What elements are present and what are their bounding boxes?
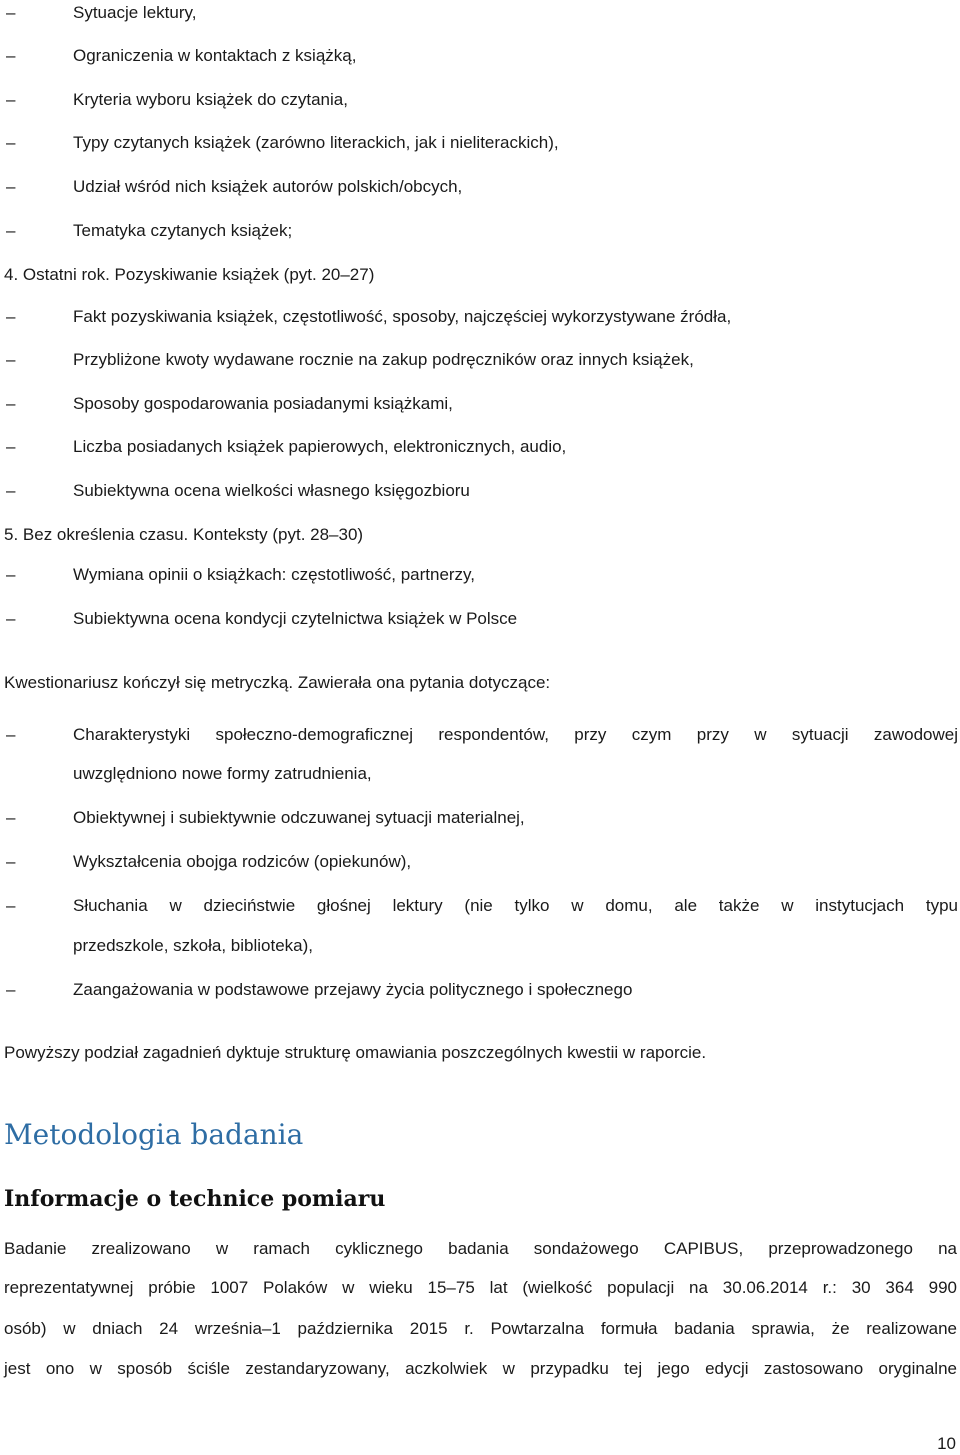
dash-bullet: ‒: [6, 394, 16, 413]
page-number: 10: [937, 1434, 956, 1453]
dash-bullet: ‒: [6, 350, 16, 369]
list-item-text: Charakterystyki społeczno-demograficznej respondentów, przy czym przy w sytuacji zawodowej: [73, 725, 958, 744]
list-item-text: uwzględniono nowe formy zatrudnienia,: [73, 764, 372, 783]
section-title: Metodologia badania: [4, 1118, 304, 1151]
list-item-text: Subiektywna ocena wielkości własnego księgozbioru: [73, 481, 470, 500]
summary-text: Powyższy podział zagadnień dyktuje strukturę omawiania poszczególnych kwestii w raporcie.: [4, 1043, 707, 1062]
dash-bullet: ‒: [6, 437, 16, 456]
list-item-text: Ograniczenia w kontaktach z książką,: [73, 46, 357, 65]
list-item-text: Sytuacje lektury,: [73, 3, 197, 22]
dash-bullet: ‒: [6, 852, 16, 871]
section-heading-4: 4. Ostatni rok. Pozyskiwanie książek (pyt. 20–27): [4, 265, 375, 284]
paragraph-line: jest ono w sposób ściśle zestandaryzowany, aczkolwiek w przypadku tej jego edycji zastosowano oryginalne: [4, 1359, 957, 1378]
list-item-text: Wykształcenia obojga rodziców (opiekunów),: [73, 852, 412, 871]
dash-bullet: ‒: [6, 565, 16, 584]
dash-bullet: ‒: [6, 896, 16, 915]
list-item-text: Kryteria wyboru książek do czytania,: [73, 90, 348, 109]
dash-bullet: ‒: [6, 725, 16, 744]
list-item-text: Słuchania w dzieciństwie głośnej lektury (nie tylko w domu, ale także w instytucjach typu: [73, 896, 958, 915]
dash-bullet: ‒: [6, 90, 16, 109]
paragraph-line: reprezentatywnej próbie 1007 Polaków w wieku 15–75 lat (wielkość populacji na 30.06.2014 r.: 30 364 990: [4, 1278, 957, 1297]
dash-bullet: ‒: [6, 609, 16, 628]
dash-bullet: ‒: [6, 221, 16, 240]
section-heading-5: 5. Bez określenia czasu. Konteksty (pyt. 28–30): [4, 525, 364, 544]
dash-bullet: ‒: [6, 980, 16, 999]
list-item-text: Fakt pozyskiwania książek, częstotliwość, sposoby, najczęściej wykorzystywane źródła,: [73, 307, 732, 326]
dash-bullet: ‒: [6, 46, 16, 65]
list-item-text: Liczba posiadanych książek papierowych, elektronicznych, audio,: [73, 437, 567, 456]
list-item-text: przedszkole, szkoła, biblioteka),: [73, 936, 314, 955]
dash-bullet: ‒: [6, 177, 16, 196]
list-item-text: Wymiana opinii o książkach: częstotliwość, partnerzy,: [73, 565, 476, 584]
paragraph-line: Badanie zrealizowano w ramach cyklicznego badania sondażowego CAPIBUS, przeprowadzonego na: [4, 1239, 957, 1258]
dash-bullet: ‒: [6, 808, 16, 827]
list-item-text: Typy czytanych książek (zarówno literackich, jak i nieliterackich),: [73, 133, 559, 152]
dash-bullet: ‒: [6, 3, 16, 22]
list-item-text: Subiektywna ocena kondycji czytelnictwa książek w Polsce: [73, 609, 518, 628]
dash-bullet: ‒: [6, 481, 16, 500]
list-item-text: Zaangażowania w podstawowe przejawy życia politycznego i społecznego: [73, 980, 633, 999]
dash-bullet: ‒: [6, 307, 16, 326]
subsection-title: Informacje o technice pomiaru: [4, 1186, 386, 1212]
list-item-text: Obiektywnej i subiektywnie odczuwanej sytuacji materialnej,: [73, 808, 525, 827]
dash-bullet: ‒: [6, 133, 16, 152]
list-item-text: Udział wśród nich książek autorów polskich/obcych,: [73, 177, 463, 196]
paragraph-line: osób) w dniach 24 września–1 października 2015 r. Powtarzalna formuła badania sprawia, że realizowane: [4, 1319, 957, 1338]
list-item-text: Przybliżone kwoty wydawane rocznie na zakup podręczników oraz innych książek,: [73, 350, 694, 369]
list-item-text: Tematyka czytanych książek;: [73, 221, 293, 240]
metrics-intro: Kwestionariusz kończył się metryczką. Zawierała ona pytania dotyczące:: [4, 673, 551, 692]
list-item-text: Sposoby gospodarowania posiadanymi książkami,: [73, 394, 453, 413]
